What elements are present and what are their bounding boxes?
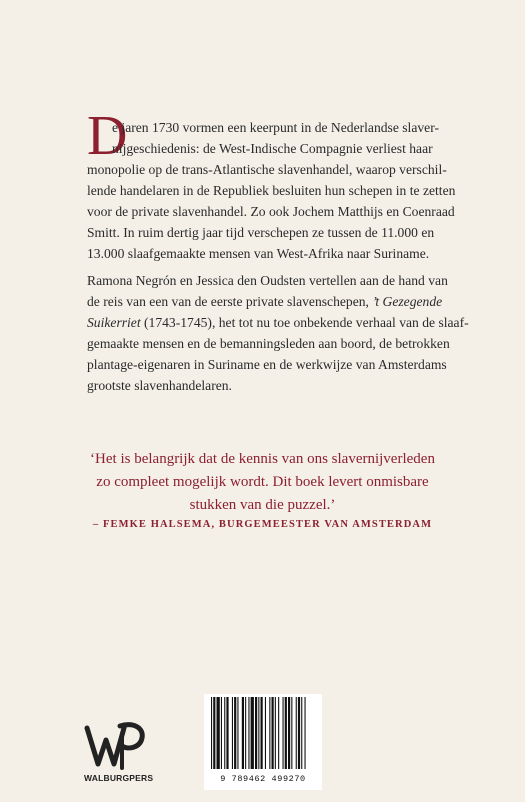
barcode-bar — [245, 697, 246, 769]
paragraph-text: de reis van een van de eerste private slavenschepen, — [87, 294, 373, 309]
barcode-bar — [261, 697, 263, 769]
barcode-bar — [301, 697, 302, 769]
barcode-bar — [305, 697, 306, 769]
paragraph-line: Smitt. In ruim dertig jaar tijd verschepen ze tussen de 11.000 en — [87, 225, 435, 240]
paragraph-line — [87, 312, 469, 333]
walburg-pers-logo-icon — [84, 718, 150, 780]
paragraph-line: grootste slavenhandelaren. — [87, 378, 232, 393]
ship-name-italic: Suikerriet — [87, 315, 141, 330]
paragraph-line: gemaakte mensen en de bemanningsleden aan boord, de betrokken — [87, 336, 450, 351]
barcode-bar — [272, 697, 274, 769]
barcode-bar — [291, 697, 292, 769]
paragraph-line: monopolie op de trans-Atlantische slavenhandel, waarop verschil- — [87, 162, 447, 177]
blurb-paragraph-2 — [87, 270, 469, 396]
barcode-bar — [213, 697, 215, 769]
barcode-bar — [269, 697, 270, 769]
ship-name-italic: ’t Gezegende — [372, 294, 443, 309]
quote-attribution: – FEMKE HALSEMA, BURGEMEESTER VAN AMSTERDAM — [92, 519, 433, 530]
barcode-bar — [234, 697, 236, 769]
paragraph-line: e jaren 1730 vormen een keerpunt in de Nederlandse slaver- — [112, 120, 439, 135]
isbn-number: 9 789462 499270 — [220, 774, 306, 784]
drop-cap: D — [87, 105, 128, 167]
barcode-bar — [283, 697, 284, 769]
barcode-bar — [221, 697, 222, 769]
paragraph-text: (1743-1745), het tot nu toe onbekende verhaal van de slaaf- — [140, 315, 469, 330]
barcode-bar — [265, 697, 266, 769]
barcode-bar — [285, 697, 287, 769]
barcode-bar — [275, 697, 276, 769]
paragraph-line: plantage-eigenaren in Suriname en de werkwijze van Amsterdams — [87, 357, 447, 372]
blurb-paragraph-1 — [87, 117, 469, 264]
barcode-bar — [258, 697, 259, 769]
quote-line: zo compleet mogelijk wordt. Dit boek levert onmisbare — [96, 474, 429, 490]
quote-line: ‘Het is belangrijk dat de kennis van ons slavernijverleden — [90, 451, 435, 467]
endorsement-quote — [60, 448, 465, 517]
barcode-bar — [288, 697, 290, 769]
paragraph-line: nijgeschiedenis: de West-Indische Compagnie verliest haar — [112, 141, 433, 156]
barcode-bar — [224, 697, 225, 769]
quote-line: stukken van die puzzel.’ — [189, 497, 336, 513]
paragraph-line: 13.000 slaafgemaakte mensen van West-Afrika naar Suriname. — [87, 246, 430, 261]
paragraph-line — [87, 291, 469, 312]
barcode-bar — [248, 697, 249, 769]
barcode-bar — [232, 697, 233, 769]
barcode-bar — [242, 697, 244, 769]
barcode-bar — [226, 697, 228, 769]
paragraph-line: lende handelaren in de Republiek besluiten hun schepen in te zetten — [87, 183, 456, 198]
barcode-bar — [211, 697, 212, 769]
barcode-bars — [207, 697, 319, 771]
barcode-bar — [255, 697, 257, 769]
barcode-bar — [278, 697, 279, 769]
paragraph-line: Ramona Negrón en Jessica den Oudsten vertellen aan de hand van — [87, 273, 448, 288]
isbn-barcode — [204, 694, 322, 790]
paragraph-line: voor de private slavenhandel. Zo ook Jochem Matthijs en Coenraad — [87, 204, 455, 219]
barcode-bar — [251, 697, 254, 769]
publisher-name: WALBURGPERS — [84, 773, 154, 783]
barcode-bar — [237, 697, 238, 769]
barcode-bar — [217, 697, 220, 769]
barcode-bar — [296, 697, 297, 769]
barcode-bar — [298, 697, 300, 769]
